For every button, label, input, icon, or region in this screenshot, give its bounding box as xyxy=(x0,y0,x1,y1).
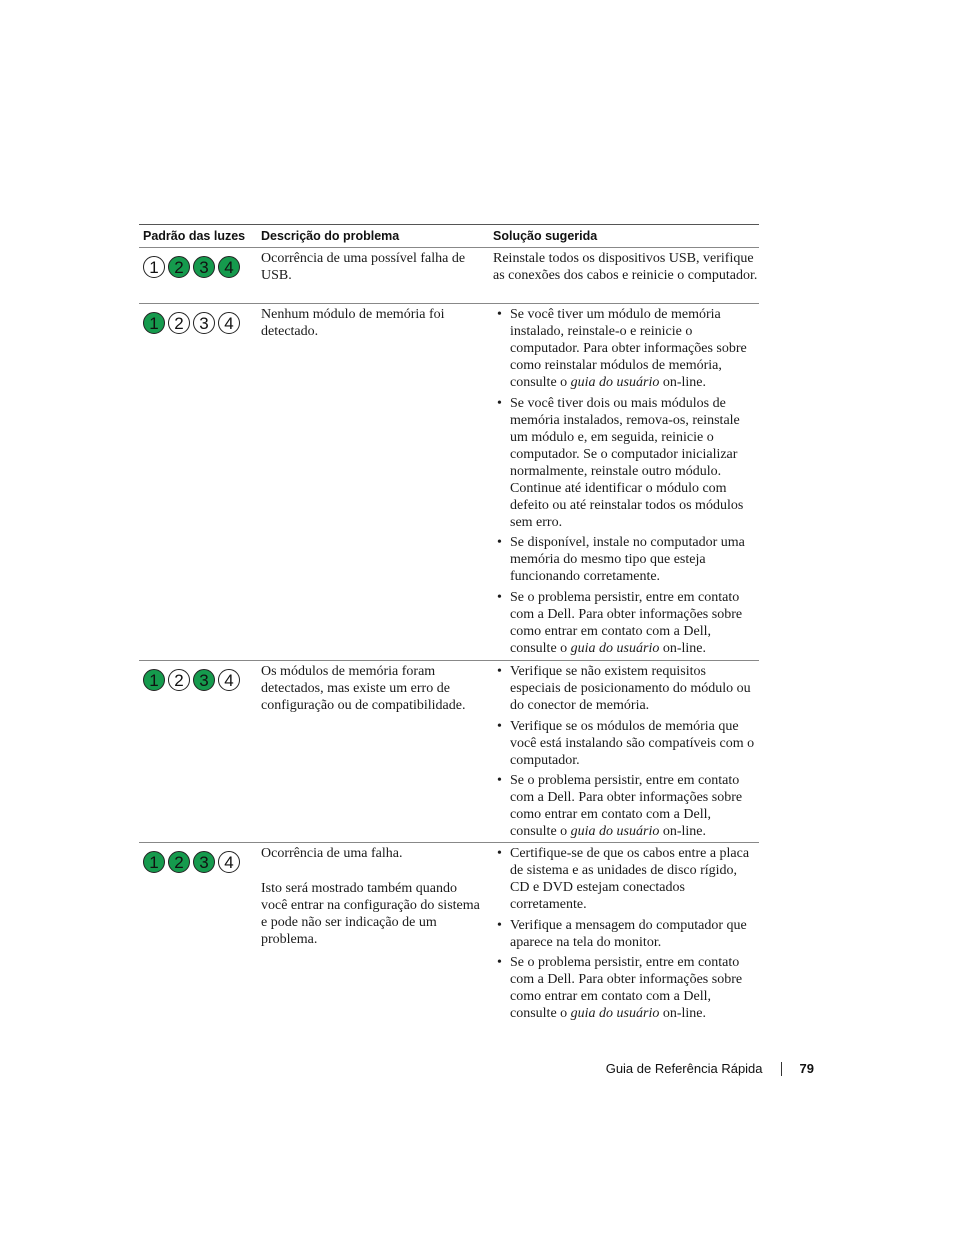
diagnostic-light-1-icon: 1 xyxy=(143,256,165,278)
diagnostic-lights xyxy=(143,845,257,873)
diagnostic-lights xyxy=(143,306,257,334)
header-suggested-solution: Solução sugerida xyxy=(493,229,598,243)
table-body xyxy=(139,248,759,1024)
bullet-icon: • xyxy=(497,718,502,734)
list-item-text: Verifique a mensagem do computador que aparece na tela do monitor. xyxy=(510,917,747,950)
diagnostic-light-4-icon: 4 xyxy=(218,312,240,334)
document-reference: guia do usuário xyxy=(570,375,660,390)
problem-description: Ocorrência de uma possível falha de USB. xyxy=(261,251,466,283)
light-pattern-cell xyxy=(139,248,257,303)
list-item xyxy=(493,845,759,913)
list-item xyxy=(493,772,759,840)
list-item-text: Se o problema persistir, entre em contato com a Dell. Para obter informações sobre como entrar em contato com a Dell, consulte o xyxy=(510,589,743,656)
list-item xyxy=(493,663,759,714)
problem-description-cell xyxy=(257,843,489,1024)
list-item-text: Verifique se não existem requisitos especiais de posicionamento do módulo ou do conector de memória. xyxy=(510,664,751,713)
bullet-icon: • xyxy=(497,589,502,605)
table-row xyxy=(139,304,759,661)
document-reference: guia do usuário xyxy=(570,640,660,656)
footer-divider xyxy=(781,1062,782,1076)
table-header xyxy=(139,225,759,248)
diagnostic-light-3-icon: 3 xyxy=(193,256,215,278)
diagnostic-lights xyxy=(143,663,257,691)
document-reference: guia do usuário xyxy=(570,1006,660,1021)
list-item xyxy=(493,954,759,1022)
diagnostic-light-2-icon: 2 xyxy=(168,312,190,334)
diagnostic-light-3-icon: 3 xyxy=(193,851,215,873)
diagnostic-light-3-icon: 3 xyxy=(193,312,215,334)
footer-title: Guia de Referência Rápida xyxy=(605,1061,763,1076)
header-problem-description: Descrição do problema xyxy=(261,229,400,243)
solution-list xyxy=(493,845,759,1022)
diagnostic-light-2-icon: 2 xyxy=(168,669,190,691)
diagnostic-light-4-icon: 4 xyxy=(218,851,240,873)
problem-description-cell xyxy=(257,304,489,660)
table-row xyxy=(139,661,759,843)
table-row xyxy=(139,248,759,304)
diagnostic-lights-table xyxy=(139,224,759,1024)
list-item-text: on-line. xyxy=(659,640,706,656)
list-item xyxy=(493,917,759,951)
bullet-icon: • xyxy=(497,535,502,550)
list-item-text: on-line. xyxy=(659,824,706,839)
bullet-icon: • xyxy=(497,395,502,411)
list-item-text: Se você tiver dois ou mais módulos de memória instalados, remova-os, reinstale um módulo e, em seguida, reinicie o computador. Se o computador inicializar normalmente, reinstale outro módulo. Continue até identificar o módulo com defeito ou até reinstalar todos os módulos sem erro. xyxy=(510,395,744,530)
suggested-solution-cell xyxy=(489,304,759,660)
bullet-icon: • xyxy=(497,917,502,933)
suggested-solution-cell xyxy=(489,843,759,1024)
diagnostic-light-1-icon: 1 xyxy=(143,312,165,334)
problem-description-cell xyxy=(257,661,489,842)
list-item xyxy=(493,306,759,391)
list-item-text: on-line. xyxy=(659,1006,706,1021)
page-footer xyxy=(606,1061,814,1076)
list-item xyxy=(493,534,759,585)
diagnostic-light-2-icon: 2 xyxy=(168,256,190,278)
suggested-solution-cell xyxy=(489,661,759,842)
list-item-text: on-line. xyxy=(659,375,706,390)
list-item-text: Se você tiver um módulo de memória instalado, reinstale-o e reinicie o computador. Para obter informações sobre como reinstalar módulos de memória, consulte o xyxy=(510,307,747,390)
bullet-icon: • xyxy=(497,773,502,788)
solution-list xyxy=(493,663,759,840)
bullet-icon: • xyxy=(497,955,502,970)
suggested-solution-cell xyxy=(489,248,759,303)
solution-text: Reinstale todos os dispositivos USB, verifique as conexões dos cabos e reinicie o computador. xyxy=(493,251,758,283)
bullet-icon: • xyxy=(497,664,502,679)
list-item-text: Se o problema persistir, entre em contato com a Dell. Para obter informações sobre como entrar em contato com a Dell, consulte o xyxy=(510,955,743,1021)
bullet-icon: • xyxy=(497,307,502,322)
solution-list xyxy=(493,306,759,657)
problem-description-cell xyxy=(257,248,489,303)
list-item-text: Se o problema persistir, entre em contato com a Dell. Para obter informações sobre como entrar em contato com a Dell, consulte o xyxy=(510,773,743,839)
header-light-pattern: Padrão das luzes xyxy=(143,229,246,243)
problem-description: Nenhum módulo de memória foi detectado. xyxy=(261,307,445,339)
light-pattern-cell xyxy=(139,843,257,1024)
page-number: 79 xyxy=(799,1061,814,1076)
list-item xyxy=(493,589,759,657)
list-item xyxy=(493,718,759,769)
bullet-icon: • xyxy=(497,846,502,861)
diagnostic-light-1-icon: 1 xyxy=(143,851,165,873)
light-pattern-cell xyxy=(139,304,257,660)
diagnostic-light-3-icon: 3 xyxy=(193,669,215,691)
list-item-text: Verifique se os módulos de memória que você está instalando são compatíveis com o computador. xyxy=(510,718,755,768)
diagnostic-light-1-icon: 1 xyxy=(143,669,165,691)
list-item-text: Se disponível, instale no computador uma memória do mesmo tipo que esteja funcionando corretamente. xyxy=(510,535,745,584)
document-reference: guia do usuário xyxy=(570,824,660,839)
paragraph-gap xyxy=(261,862,489,880)
problem-description: Isto será mostrado também quando você entrar na configuração do sistema e pode não ser indicação de um problema. xyxy=(261,881,480,947)
list-item-text: Certifique-se de que os cabos entre a placa de sistema e as unidades de disco rígido, CD e DVD estejam conectados corretamente. xyxy=(510,846,750,912)
list-item xyxy=(493,395,759,531)
light-pattern-cell xyxy=(139,661,257,842)
table-row xyxy=(139,843,759,1024)
diagnostic-light-4-icon: 4 xyxy=(218,256,240,278)
diagnostic-light-4-icon: 4 xyxy=(218,669,240,691)
problem-description: Ocorrência de uma falha. xyxy=(261,846,403,861)
problem-description: Os módulos de memória foram detectados, mas existe um erro de configuração ou de compatibilidade. xyxy=(261,664,466,713)
diagnostic-lights xyxy=(143,250,257,278)
diagnostic-light-2-icon: 2 xyxy=(168,851,190,873)
